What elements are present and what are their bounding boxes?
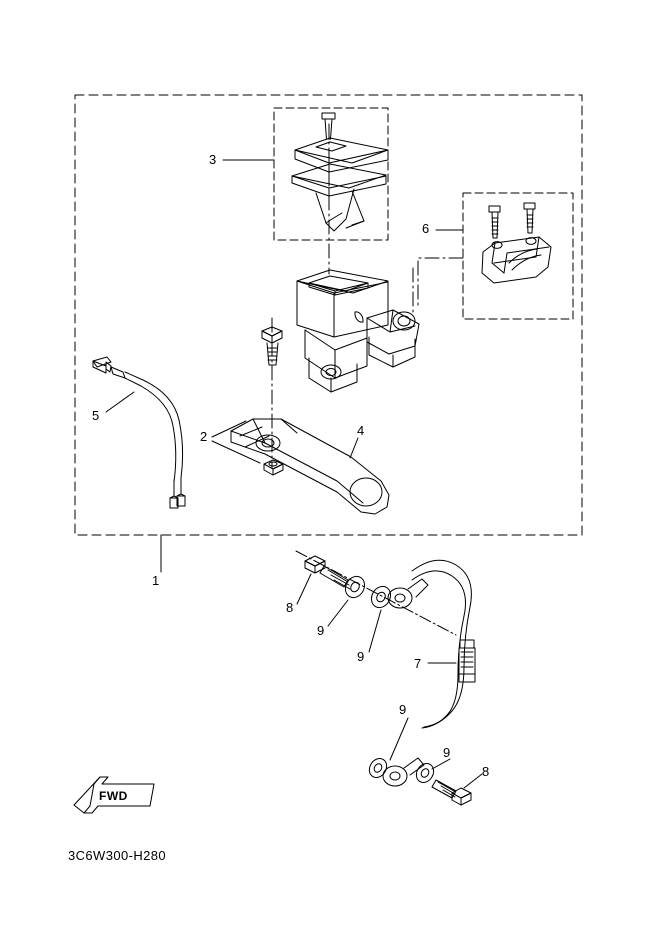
callout-8-upper: 8 [286,600,294,615]
master-cylinder-body [297,270,419,392]
callout-7: 7 [414,656,422,671]
washer-lower-1 [413,760,437,785]
callout-3: 3 [209,152,217,167]
callout-6: 6 [422,221,430,236]
callout-9-upper-2: 9 [357,649,365,664]
handlebar-clamp-bracket [482,203,551,283]
callout-5: 5 [92,408,100,423]
leader-lines [106,160,482,788]
callout-9-upper-1: 9 [317,623,325,638]
union-bolt-lower [432,780,471,805]
union-bolt-upper [305,556,350,589]
washer-lower-2 [366,755,390,780]
fwd-label: FWD [99,789,128,803]
brake-light-switch [93,357,185,508]
callout-2: 2 [200,429,208,444]
part-code-label: 3C6W300-H280 [68,848,167,863]
brake-hose [383,560,475,786]
callout-9-lower-2: 9 [443,745,451,760]
callout-4: 4 [357,423,365,438]
centerline-bracket-to-holder [413,258,463,313]
brake-lever [231,419,389,514]
callout-1: 1 [152,573,160,588]
reservoir-cap-assembly [292,113,388,231]
callout-9-lower-1: 9 [399,702,407,717]
washer-upper-2 [368,583,395,611]
callout-8-lower: 8 [482,764,490,779]
